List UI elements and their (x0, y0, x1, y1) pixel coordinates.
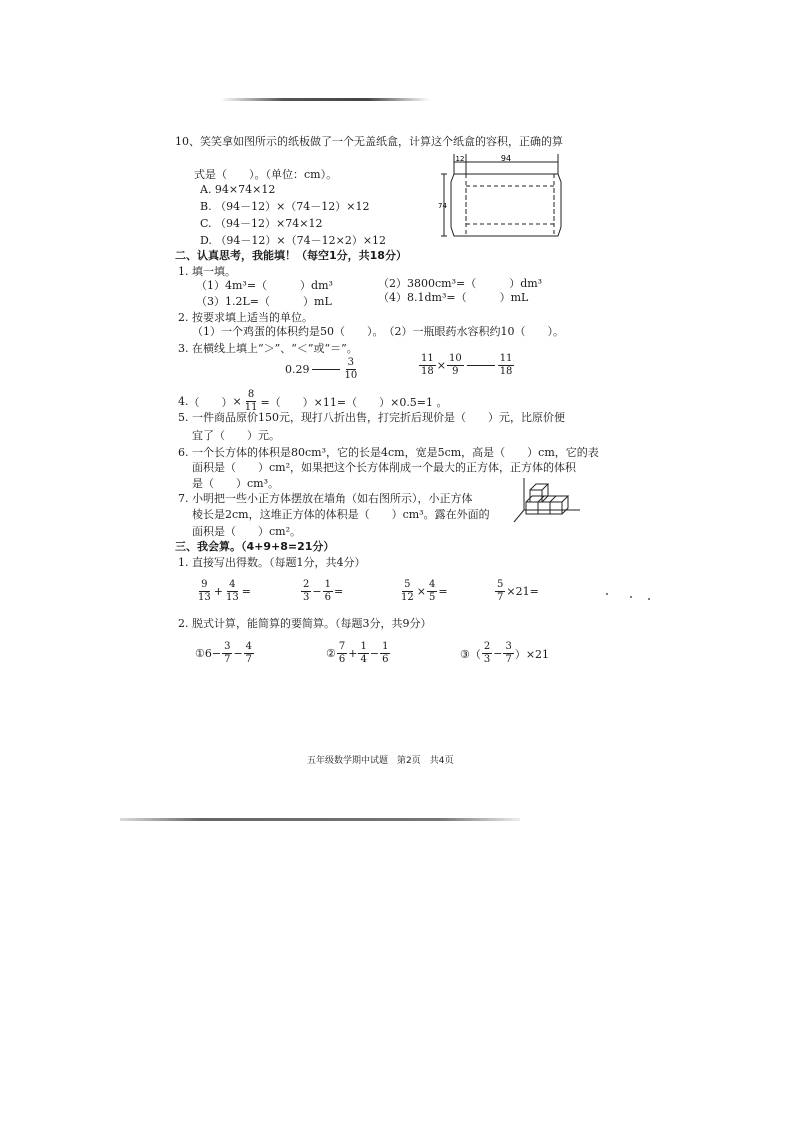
s2-q3-left-expr (285, 357, 360, 382)
scan-edge-top (220, 98, 430, 101)
frac-1-4: $\frac{1}{4}$ (360, 641, 367, 665)
q3-blank-2[interactable] (467, 365, 495, 366)
q10-option-d: D. （94－12）×（74－12×2）×12 (200, 234, 387, 247)
s2-q7-line2: 棱长是2cm，这堆正方体的体积是（ ）cm³。露在外面的 (192, 508, 490, 521)
frac-4-5: $\frac{4}{5}$ (428, 579, 436, 603)
s3-q1-expr2 (300, 579, 343, 604)
s2-q7-line1: 7. 小明把一些小正方体摆放在墙角（如右图所示），小正方体 (178, 492, 473, 505)
q4-number: 4. (178, 395, 189, 408)
op-minus: − (312, 585, 322, 598)
s2-q1-item1: （1）4m³=（ ）dm³ (196, 279, 333, 292)
s3-q2-expr2 (326, 641, 391, 666)
s2-q2-line: （1）一个鸡蛋的体积约是50（ ）。 （2）一瓶眼药水容积约10（ ）。 (192, 325, 564, 338)
q3-fraction-10-9: $\frac{10}{9}$ (448, 353, 462, 377)
fig-label-12: 12 (455, 155, 465, 163)
expr3-suffix: ）×21 (514, 647, 550, 661)
s2-q6-line1: 6. 一个长方体的体积是80cm³，它的长是4cm，宽是5cm，高是（ ）cm，它的表 (178, 446, 599, 459)
s2-q7-line3: 面积是（ ）cm²。 (192, 525, 302, 538)
frac-4-7: $\frac{4}{7}$ (245, 641, 253, 665)
scan-edge-bottom (120, 818, 520, 821)
q3-fraction-11-18-b: $\frac{11}{18}$ (499, 353, 513, 377)
op-plus: + (348, 647, 358, 660)
op-minus: − (369, 647, 380, 660)
q4-times: × (232, 395, 242, 408)
q4-rest: =（ ）×11=（ ）×0.5=1 。 (260, 395, 448, 409)
q3-decimal: 0.29 (285, 363, 310, 376)
s2-q3-title: 3. 在横线上填上“＞”、“＜”或“＝”。 (178, 342, 358, 355)
page-footer: 五年级数学期中试题 第2页 共4页 (307, 756, 454, 766)
s2-q5-line1: 5. 一件商品原价150元，现打八折出售，打完折后现价是（ ）元，比原价便 (178, 411, 565, 424)
section3-title: 三、我会算。（4+9+8=21分） (175, 540, 335, 553)
s3-q1-title: 1. 直接写出得数。（每题1分，共4分） (178, 556, 366, 569)
s2-q1-item2: （2）3800cm³=（ ）dm³ (378, 277, 543, 290)
op-plus: + (213, 585, 223, 598)
op-equals: = (241, 585, 251, 598)
s2-q3-right-expr (418, 353, 515, 378)
scan-speck (648, 598, 650, 600)
q3-blank-1[interactable] (312, 369, 340, 370)
op-equals: = (438, 585, 448, 598)
paperboard-figure (436, 152, 576, 244)
expr3-prefix: ③（ (460, 647, 481, 661)
frac-3-7: $\frac{3}{7}$ (224, 641, 231, 665)
expr4-rest: ×21= (506, 585, 539, 598)
scan-speck (606, 593, 608, 595)
expr2-prefix: ② (326, 647, 336, 660)
frac-9-13: $\frac{9}{13}$ (198, 579, 211, 603)
s2-q6-line2: 面积是（ ）cm²，如果把这个长方体削成一个最大的正方体，正方体的体积 (192, 461, 576, 474)
s2-q1-item3: （3）1.2L=（ ）mL (196, 295, 332, 308)
q10-option-a: A. 94×74×12 (200, 183, 276, 196)
s2-q5-line2: 宜了（ ）元。 (192, 429, 280, 442)
frac-7-6: $\frac{7}{6}$ (338, 641, 346, 665)
s3-q2-expr3 (460, 641, 549, 666)
q4-fraction-8-11: $\frac{8}{11}$ (244, 389, 258, 413)
q10-line1: 10、笑笑拿如图所示的纸板做了一个无盖纸盒，计算这个纸盒的容积，正确的算 (175, 135, 563, 148)
fig-label-74: 74 (438, 202, 447, 210)
s2-q2-title: 2. 按要求填上适当的单位。 (178, 311, 313, 324)
s3-q2-title: 2. 脱式计算，能简算的要简算。（每题3分，共9分） (178, 617, 432, 630)
op-equals: = (333, 585, 344, 598)
op-minus: − (233, 647, 243, 660)
section2-title: 二、认真思考，我能填！（每空1分，共18分） (175, 249, 407, 262)
s3-q1-expr1 (195, 579, 251, 604)
s2-q1-title: 1. 填一填。 (178, 265, 236, 278)
s3-q1-expr4 (494, 579, 539, 604)
s2-q6-line3: 是（ ）cm³。 (192, 477, 280, 490)
s2-q1-item4: （4）8.1dm³=（ ）mL (378, 291, 529, 304)
frac-2-3: $\frac{2}{3}$ (303, 579, 310, 603)
cubes-figure (512, 476, 584, 528)
frac-1-6: $\frac{1}{6}$ (324, 579, 331, 603)
q10-option-b: B. （94－12）×（74－12）×12 (200, 200, 370, 213)
fig-label-94: 94 (500, 154, 512, 163)
frac-5-7: $\frac{5}{7}$ (497, 579, 504, 603)
frac-5-12: $\frac{5}{12}$ (401, 579, 414, 603)
q3-fraction-3-10: $\frac{3}{10}$ (344, 357, 358, 381)
s3-q2-expr1 (195, 641, 255, 666)
frac-2-3: $\frac{2}{3}$ (483, 641, 491, 665)
op-times: × (416, 585, 426, 598)
scan-speck (630, 596, 632, 598)
s3-q1-expr3 (398, 579, 448, 604)
frac-1-6: $\frac{1}{6}$ (382, 641, 389, 665)
frac-4-13: $\frac{4}{13}$ (225, 579, 239, 603)
q3-fraction-11-18: $\frac{11}{18}$ (421, 353, 434, 377)
frac-3-7: $\frac{3}{7}$ (505, 641, 512, 665)
op-minus: − (493, 647, 503, 660)
q10-line2: 式是（ ）。（单位：cm）。 (194, 168, 338, 181)
expr1-prefix: ①6− (195, 647, 222, 660)
q3-times: × (436, 359, 446, 372)
q10-option-c: C. （94－12）×74×12 (200, 217, 323, 230)
q4-blank[interactable]: （ ） (188, 395, 233, 409)
